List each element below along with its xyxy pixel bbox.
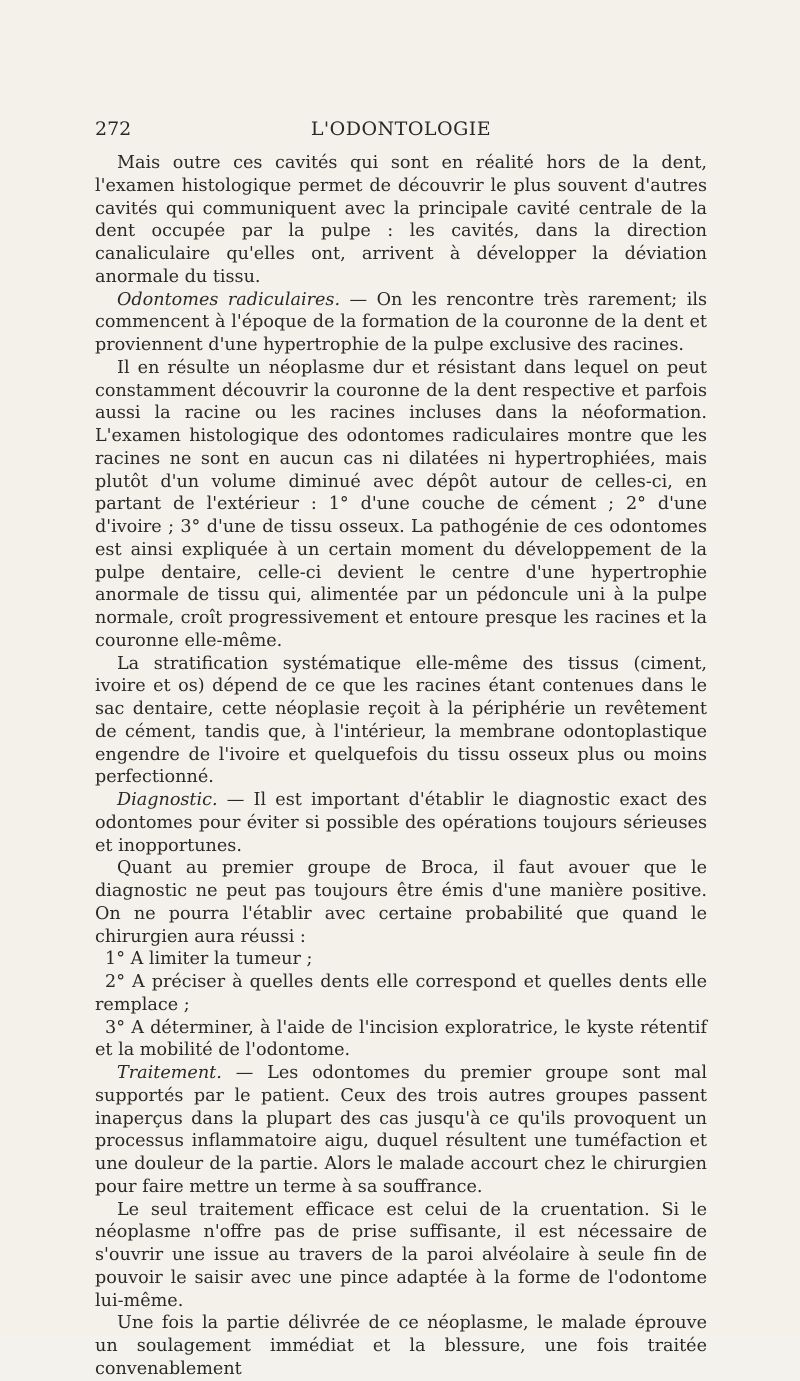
- running-title: L'ODONTOLOGIE: [310, 118, 492, 140]
- list-item: [95, 948, 707, 971]
- section-heading: Odontomes radiculaires.: [117, 289, 341, 310]
- paragraph-text: 1° A limiter la tumeur ;: [105, 949, 313, 970]
- paragraph-text: 3° A déterminer, à l'aide de l'incision exploratrice, le kyste rétentif et la mobilité de l'odontome.: [95, 1017, 707, 1061]
- paragraph-text: — Il est important d'établir le diagnostic exact des odontomes pour éviter si possible des opérations toujours sérieuses et inopportunes.: [95, 790, 707, 856]
- paragraph: [95, 857, 707, 948]
- paragraph-text: — On les rencontre très rarement; ils commencent à l'époque de la formation de la couronne de la dent et proviennent d'une hypertrophie de la pulpe exclusive des racines.: [95, 289, 707, 355]
- paragraph-text: 2° A préciser à quelles dents elle correspond et quelles dents elle remplace ;: [95, 972, 707, 1015]
- paragraph-text: La stratification systématique elle-même des tissus (ciment, ivoire et os) dépend de ce que les racines étant contenues dans le sac dentaire, cette néoplasie reçoit à la périphérie un revêtement de cément, tandis que, à l'intérieur, la membrane odontoplastique engendre de l'ivoire et quelquefois du tissu osseux plus ou moins perfectionné.: [95, 653, 707, 788]
- section-heading: Traitement.: [117, 1063, 222, 1083]
- list-item: [95, 971, 707, 1017]
- page-header: [95, 118, 707, 142]
- list-item: [95, 1017, 707, 1063]
- paragraph: [95, 1199, 707, 1313]
- paragraph-text: Quant au premier groupe de Broca, il faut avouer que le diagnostic ne peut pas toujours être émis d'une manière positive. On ne pourra l'établir avec certaine probabilité que quand le chirurgien aura réussi :: [95, 858, 707, 947]
- paragraph-text: Une fois la partie délivrée de ce néoplasme, le malade éprouve un soulagement immédiat et la blessure, une fois traitée convenablement: [95, 1313, 707, 1379]
- paragraph: [95, 289, 707, 357]
- paragraph-text: Mais outre ces cavités qui sont en réalité hors de la dent, l'examen histologique permet de découvrir le plus souvent d'autres cavités qui communiquent avec la principale cavité centrale de la dent occupée par la pulpe : les cavités, dans la direction canaliculaire qu'elles ont, arrivent à développer la déviation anormale du tissu.: [95, 153, 707, 287]
- paragraph-text: Il en résulte un néoplasme dur et résistant dans lequel on peut constamment découvrir la couronne de la dent respective et parfois aussi la racine ou les racines incluses dans la néoformation. L'examen histologique des odontomes radiculaires montre que les racines ne sont en aucun cas ni dilatées ni hypertrophiées, mais plutôt d'un volume diminué avec dépôt autour de celles-ci, en partant de l'extérieur : 1° d'une couche de cément ; 2° d'une d'ivoire ; 3° d'une de tissu osseux. La pathogénie de ces odontomes est ainsi expliquée à un certain moment du développement de la pulpe dentaire, celle-ci devient le centre d'une hypertrophie anormale de tissu qui, alimentée par un pédoncule uni à la pulpe normale, croît progressivement et entoure presque les racines et la couronne elle-même.: [95, 357, 707, 651]
- paragraph: [95, 1062, 707, 1199]
- paragraph-text: — Les odontomes du premier groupe sont mal supportés par le patient. Ceux des trois autres groupes passent inaperçus dans la plupart des cas jusqu'à ce qu'ils provoquent un processus inflammatoire aigu, duquel résultent une tuméfaction et une douleur de la partie. Alors le malade accourt chez le chirurgien pour faire mettre un terme à sa souffrance.: [95, 1063, 707, 1197]
- paragraph: [95, 789, 707, 857]
- body-text: [95, 152, 707, 1381]
- paragraph: [95, 1312, 707, 1380]
- paragraph: [95, 357, 707, 653]
- paragraph: [95, 152, 707, 289]
- paragraph-text: Le seul traitement efficace est celui de la cruentation. Si le néoplasme n'offre pas de prise suffisante, il est nécessaire de s'ouvrir une issue au travers de la paroi alvéolaire à seule fin de pouvoir le saisir avec une pince adaptée à la forme de l'odontome lui-même.: [95, 1199, 707, 1311]
- section-heading: Diagnostic.: [117, 790, 218, 810]
- page-number: 272: [95, 118, 132, 140]
- paragraph: [95, 653, 707, 790]
